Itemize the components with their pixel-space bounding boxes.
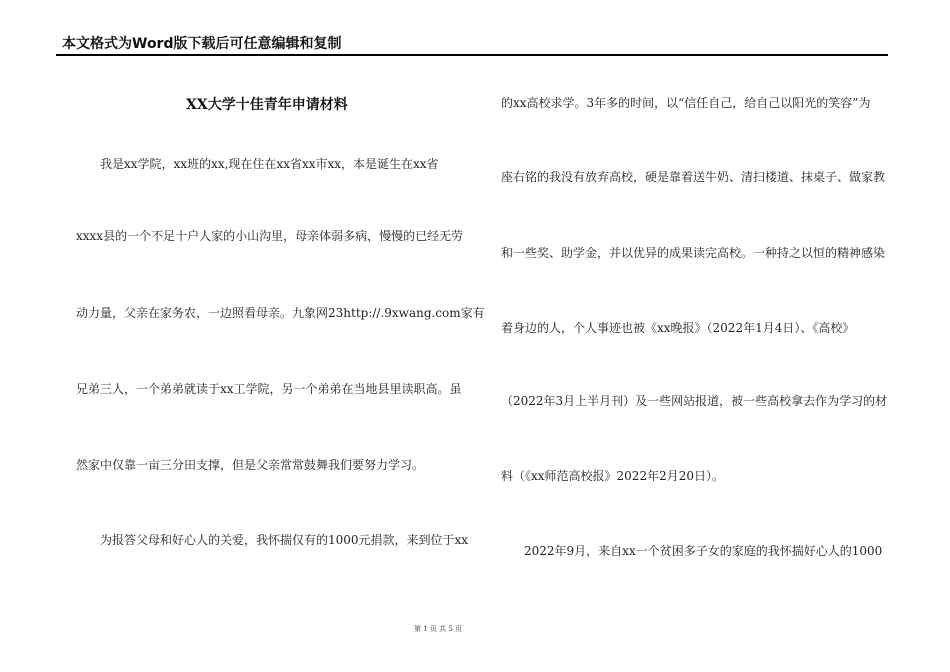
- document-title: XX大学十佳青年申请材料: [186, 97, 348, 113]
- left-line-5: 然家中仅靠一亩三分田支撑，但是父亲常常鼓舞我们要努力学习。: [76, 458, 425, 472]
- page-indicator: 第 1 页 共 5 页: [414, 625, 463, 633]
- right-line-3: 和一些奖、助学金，并以优异的成果读完高校。一种持之以恒的精神感染: [501, 246, 886, 260]
- left-line-3: 动力量，父亲在家务农，一边照看母亲。九象网23http://.9xwang.com家有: [76, 306, 485, 320]
- left-line-2: xxxx县的一个不足十户人家的小山沟里，母亲体弱多病，慢慢的已经无劳: [76, 229, 464, 243]
- header-banner: 本文格式为Word版下载后可任意编辑和复制: [62, 36, 342, 52]
- right-line-1: 的xx高校求学。3年多的时间，以“信任自己，给自己以阳光的笑容”为: [501, 96, 871, 110]
- right-line-5: （2022年3月上半月刊）及一些网站报道，被一些高校拿去作为学习的材: [501, 394, 888, 408]
- right-line-2: 座右铭的我没有放弃高校，硬是靠着送牛奶、清扫楼道、抹桌子、做家教: [501, 170, 886, 184]
- left-line-4: 兄弟三人，一个弟弟就读于xx工学院，另一个弟弟在当地县里读职高。虽: [76, 382, 462, 396]
- left-line-1: 我是xx学院，xx班的xx,现在住在xx省xx市xx，本是诞生在xx省: [100, 157, 439, 171]
- right-line-6: 料（《xx师范高校报》2022年2月20日）。: [501, 469, 724, 483]
- right-line-7: 2022年9月，来自xx一个贫困多子女的家庭的我怀揣好心人的1000: [524, 544, 883, 558]
- left-line-6: 为报答父母和好心人的关爱，我怀揣仅有的1000元捐款，来到位于xx: [100, 533, 469, 547]
- right-line-4: 着身边的人，个人事迹也被《xx晚报》（2022年1月4日）、《高校》: [501, 321, 855, 335]
- header-divider: [56, 54, 888, 56]
